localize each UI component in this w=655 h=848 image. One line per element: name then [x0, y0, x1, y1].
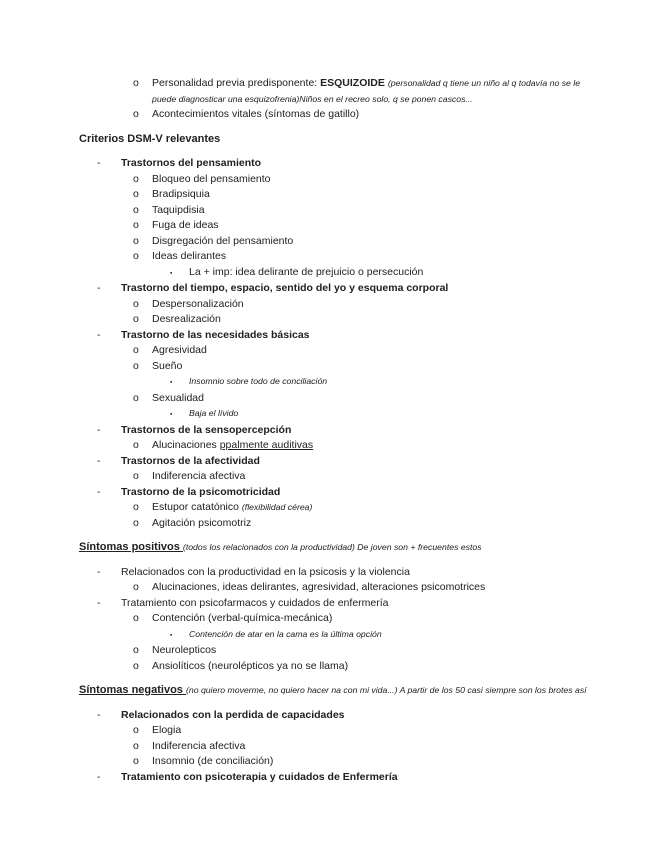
o-bullet-icon: o [133, 172, 139, 185]
o-bullet-icon: o [133, 234, 139, 247]
o-bullet-icon: o [133, 297, 139, 310]
doc-text-segment: Alucinaciones [152, 439, 220, 451]
doc-text-segment: Taquipdisia [152, 203, 205, 216]
doc-text [121, 423, 585, 439]
doc-text-segment: Tratamiento con psicofarmacos y cuidados de enfermería [121, 596, 389, 609]
doc-text [152, 580, 585, 596]
o-bullet-icon: o [133, 612, 139, 624]
o-bullet-icon: o [133, 501, 139, 513]
doc-text-segment: Indiferencia afectiva [152, 470, 246, 482]
o-bullet-icon: o [133, 188, 139, 200]
doc-text-segment: Estupor catatónico [152, 501, 242, 513]
dash-bullet-icon: - [97, 565, 101, 578]
o-bullet-icon: o [133, 739, 139, 752]
doc-text [189, 406, 585, 422]
doc-text-segment: Síntomas positivos [79, 541, 183, 553]
doc-text-segment: Trastornos de la sensopercepción [121, 423, 292, 436]
dash-bullet-icon: - [97, 770, 101, 783]
doc-text-segment: Insomnio sobre todo de conciliación [189, 376, 328, 386]
doc-text-segment: Contención de atar en la cama es la última opción [189, 628, 382, 639]
doc-text [189, 374, 585, 390]
doc-text [152, 469, 585, 485]
doc-text [189, 265, 585, 281]
doc-line [0, 156, 655, 172]
doc-line [0, 683, 655, 699]
doc-line [0, 596, 655, 612]
doc-text-segment: Agresividad [152, 344, 207, 356]
dash-bullet-icon: - [97, 328, 101, 341]
doc-text-segment: (flexibilidad cérea) [241, 502, 313, 512]
doc-text-segment: Ansiolíticos (neurolépticos ya no se llama) [152, 659, 349, 672]
sq-bullet-icon: ▪ [170, 269, 173, 277]
o-bullet-icon: o [133, 724, 139, 736]
doc-line [0, 485, 655, 501]
doc-text-segment: ppalmente auditivas [219, 439, 314, 451]
doc-text-segment: Agitación psicomotriz [152, 516, 252, 529]
doc-line [0, 328, 655, 344]
doc-text-segment: Trastornos del pensamiento [121, 157, 262, 169]
sq-bullet-icon: ▪ [170, 631, 173, 639]
doc-line [0, 297, 655, 313]
doc-line [0, 249, 655, 265]
doc-text-segment: Indiferencia afectiva [152, 739, 246, 752]
doc-text [79, 132, 637, 148]
doc-text [152, 438, 585, 454]
doc-text-segment: Sexualidad [152, 391, 204, 404]
doc-line [0, 643, 655, 659]
dash-bullet-icon: - [97, 485, 101, 498]
doc-text [152, 234, 585, 250]
doc-line [0, 76, 655, 107]
doc-line [0, 580, 655, 596]
doc-text-segment: Síntomas negativos [79, 684, 186, 696]
o-bullet-icon: o [133, 108, 139, 120]
doc-text-segment: Disgregación del pensamiento [152, 234, 294, 247]
doc-text-segment: Relacionados con la productividad en la psicosis y la violencia [121, 565, 410, 578]
doc-text-segment: Contención (verbal-química-mecánica) [152, 612, 333, 624]
sq-bullet-icon: ▪ [170, 379, 173, 386]
doc-text [121, 770, 585, 786]
doc-text-segment: (no quiero moverme, no quiero hacer na con mi vida...) A partir de los 50 casi siempre son los brotes así [185, 685, 587, 695]
doc-text-segment: Criterios DSM-V relevantes [79, 132, 221, 145]
doc-text [121, 156, 585, 172]
o-bullet-icon: o [133, 250, 139, 262]
dash-bullet-icon: - [97, 157, 101, 169]
doc-text [152, 172, 585, 188]
o-bullet-icon: o [133, 391, 139, 404]
doc-line [0, 265, 655, 282]
dash-bullet-icon: - [97, 282, 101, 294]
doc-line [0, 754, 655, 770]
doc-line [0, 770, 655, 786]
doc-line [0, 438, 655, 454]
doc-text [121, 328, 585, 344]
o-bullet-icon: o [133, 439, 139, 451]
doc-text [121, 596, 585, 612]
doc-text-segment: La + imp: idea delirante de prejuicio o persecución [189, 265, 424, 278]
o-bullet-icon: o [133, 755, 139, 767]
doc-text-segment: Trastorno del tiempo, espacio, sentido del yo y esquema corporal [121, 282, 449, 294]
doc-text-segment: Desrealización [152, 313, 221, 325]
doc-line [0, 423, 655, 439]
doc-line [0, 312, 655, 328]
doc-line [0, 203, 655, 219]
doc-text-segment: Bradipsiquia [152, 188, 210, 200]
doc-text [121, 454, 585, 470]
doc-text [152, 643, 585, 659]
doc-text [189, 627, 585, 643]
doc-line [0, 234, 655, 250]
doc-text [152, 500, 585, 516]
doc-text-segment: Relacionados con la perdida de capacidades [121, 708, 345, 721]
doc-text [152, 218, 585, 234]
doc-text-segment: Personalidad previa predisponente: [152, 77, 321, 89]
doc-text [79, 540, 637, 556]
doc-text-segment: Tratamiento con psicoterapia y cuidados de Enfermería [121, 770, 398, 783]
doc-text-segment: Sueño [152, 359, 183, 372]
doc-text-segment: (todos los relacionados con la productividad) De joven son + frecuentes estos [182, 542, 482, 552]
doc-line [0, 406, 655, 423]
doc-text-segment: Fuga de ideas [152, 219, 219, 231]
dash-bullet-icon: - [97, 708, 101, 721]
dash-bullet-icon: - [97, 596, 101, 609]
o-bullet-icon: o [133, 581, 139, 593]
o-bullet-icon: o [133, 344, 139, 356]
doc-line [0, 359, 655, 375]
doc-line [0, 500, 655, 516]
doc-text-segment: Baja el lívido [189, 408, 239, 418]
o-bullet-icon: o [133, 659, 139, 672]
doc-text-segment: Acontecimientos vitales (síntomas de gatillo) [152, 108, 360, 120]
doc-line [0, 132, 655, 148]
doc-line [0, 723, 655, 739]
doc-text-segment: Trastornos de la afectividad [121, 454, 260, 467]
o-bullet-icon: o [133, 77, 139, 89]
doc-line [0, 469, 655, 485]
doc-text-segment: ESQUIZOIDE [320, 77, 388, 89]
doc-line [0, 107, 655, 123]
o-bullet-icon: o [133, 359, 139, 372]
doc-text-segment: Ideas delirantes [152, 250, 227, 262]
doc-line [0, 659, 655, 675]
doc-line [0, 391, 655, 407]
doc-text-segment: Elogia [152, 724, 182, 736]
doc-text-segment: Trastorno de la psicomotricidad [121, 485, 281, 498]
doc-line [0, 454, 655, 470]
o-bullet-icon: o [133, 219, 139, 231]
doc-line [0, 187, 655, 203]
doc-text [152, 312, 585, 328]
doc-text [152, 203, 585, 219]
doc-text [152, 343, 585, 359]
doc-text [121, 281, 585, 297]
doc-text [79, 683, 637, 699]
doc-text-segment: Alucinaciones, ideas delirantes, agresividad, alteraciones psicomotrices [152, 581, 486, 593]
doc-text [121, 485, 585, 501]
doc-text-segment: Despersonalización [152, 297, 244, 310]
doc-text [152, 754, 585, 770]
doc-line [0, 516, 655, 532]
doc-text [152, 723, 585, 739]
doc-line [0, 172, 655, 188]
doc-text-segment: (personalidad q tiene un niño al q todavía no se le puede diagnosticar una esquizofrenia)Niños en el recreo solo, q se ponen cascos... [152, 78, 581, 104]
doc-text [152, 739, 585, 755]
o-bullet-icon: o [133, 313, 139, 325]
doc-text [152, 107, 585, 123]
doc-line [0, 611, 655, 627]
doc-text [152, 297, 585, 313]
doc-text [152, 516, 585, 532]
doc-text-segment: Insomnio (de conciliación) [152, 755, 274, 767]
sq-bullet-icon: ▪ [170, 411, 173, 418]
doc-text [152, 359, 585, 375]
doc-line [0, 218, 655, 234]
doc-line [0, 627, 655, 644]
doc-text [152, 249, 585, 265]
doc-line [0, 374, 655, 391]
doc-text [152, 611, 585, 627]
o-bullet-icon: o [133, 470, 139, 482]
doc-text-segment: Neurolepticos [152, 644, 217, 656]
dash-bullet-icon: - [97, 423, 101, 436]
doc-text-segment: Trastorno de las necesidades básicas [121, 328, 310, 341]
doc-text [152, 76, 585, 107]
doc-line [0, 343, 655, 359]
doc-text [152, 659, 585, 675]
doc-text [152, 187, 585, 203]
doc-line [0, 708, 655, 724]
doc-line [0, 739, 655, 755]
o-bullet-icon: o [133, 203, 139, 216]
o-bullet-icon: o [133, 516, 139, 529]
doc-line [0, 281, 655, 297]
doc-text-segment: Bloqueo del pensamiento [152, 172, 271, 185]
doc-text [121, 565, 585, 581]
o-bullet-icon: o [133, 644, 139, 656]
doc-text [152, 391, 585, 407]
doc-line [0, 540, 655, 556]
dash-bullet-icon: - [97, 454, 101, 467]
doc-line [0, 565, 655, 581]
doc-text [121, 708, 585, 724]
